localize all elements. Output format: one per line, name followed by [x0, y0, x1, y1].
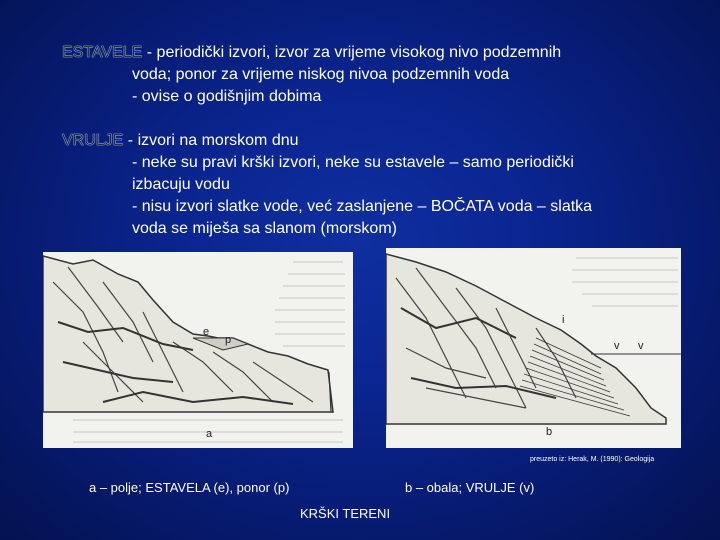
figure-b-label-i: i — [562, 314, 565, 326]
figure-b-label-v2: v — [638, 340, 644, 352]
figure-b-label: b — [546, 426, 553, 438]
vrulje-definition — [62, 130, 682, 240]
estavele-line1: - periodički izvori, izvor za vrijeme visokog nivo podzemnih — [142, 44, 562, 61]
source-citation: preuzeto iz: Herak, M. (1990): Geologija — [530, 456, 655, 463]
vrulje-line1: - izvori na morskom dnu — [123, 132, 299, 149]
caption-figure-a: a – polje; ESTAVELA (e), ponor (p) — [89, 480, 290, 495]
vrulje-line5: voda se miješa sa slanom (morskom) — [132, 220, 397, 237]
figure-b-coast — [386, 248, 681, 448]
estavele-line2: voda; ponor za vrijeme niskog nivoa podzemnih voda — [132, 66, 510, 83]
caption-figure-b: b – obala; VRULJE (v) — [405, 480, 535, 495]
figure-a-label: a — [206, 428, 213, 440]
figure-a-karst-field — [43, 252, 353, 448]
vrulje-line2: - neke su pravi krški izvori, neke su estavele – samo periodički — [132, 154, 574, 171]
estavele-line3: - ovise o godišnjim dobima — [132, 88, 322, 105]
slide-footer-title: KRŠKI TERENI — [300, 506, 391, 521]
figure-a-label-p: p — [225, 334, 232, 346]
estavele-definition — [62, 42, 682, 108]
figure-b-drawing — [386, 248, 681, 448]
vrulje-line3: izbacuju vodu — [132, 176, 230, 193]
figure-b-label-v1: v — [614, 340, 620, 352]
vrulje-term: VRULJE — [62, 132, 124, 149]
vrulje-line4: - nisu izvori slatke vode, već zaslanjene – BOČATA voda – slatka — [132, 198, 593, 215]
figure-a-label-e: e — [203, 326, 210, 338]
estavele-term: ESTAVELE — [62, 44, 143, 61]
figure-a-drawing — [43, 252, 353, 448]
